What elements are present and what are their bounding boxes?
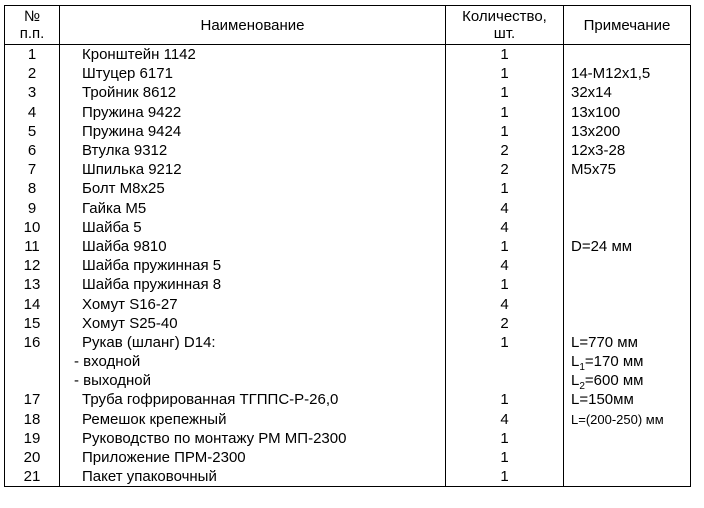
row-note	[564, 352, 691, 371]
row-qty: 1	[446, 333, 564, 352]
row-qty	[446, 371, 564, 390]
row-note	[564, 429, 691, 448]
table-row	[5, 199, 691, 218]
parts-table	[4, 5, 691, 487]
table-row	[5, 256, 691, 275]
row-num: 7	[5, 160, 60, 179]
row-note	[564, 218, 691, 237]
row-num: 8	[5, 179, 60, 198]
header-qty-line1: Количество,	[462, 8, 547, 25]
header-num-line2: п.п.	[19, 25, 45, 42]
row-note	[564, 314, 691, 333]
row-qty: 4	[446, 410, 564, 429]
row-note	[564, 45, 691, 65]
row-name: Труба гофрированная ТГППС-Р-26,0	[60, 390, 446, 409]
row-num: 3	[5, 83, 60, 102]
row-name: Хомут S16-27	[60, 294, 446, 313]
row-note: L=150мм	[564, 390, 691, 409]
table-row	[5, 122, 691, 141]
row-name: Болт М8х25	[60, 179, 446, 198]
row-qty: 2	[446, 314, 564, 333]
note-rest: =600 мм	[584, 372, 644, 390]
row-qty: 1	[446, 122, 564, 141]
row-qty: 1	[446, 83, 564, 102]
row-num: 19	[5, 429, 60, 448]
row-note	[564, 256, 691, 275]
row-qty: 1	[446, 64, 564, 83]
row-num: 21	[5, 467, 60, 487]
row-note: М5х75	[564, 160, 691, 179]
table-row	[5, 237, 691, 256]
row-qty: 4	[446, 199, 564, 218]
row-note	[564, 275, 691, 294]
table-row	[5, 160, 691, 179]
row-num: 1	[5, 45, 60, 65]
row-num: 18	[5, 410, 60, 429]
header-note: Примечание	[564, 6, 691, 45]
row-name: Рукав (шланг) D14:	[60, 333, 446, 352]
row-name: Шайба 9810	[60, 237, 446, 256]
row-note	[564, 294, 691, 313]
note-subscript: 1	[579, 362, 585, 372]
row-name: Шайба пружинная 5	[60, 256, 446, 275]
note-subscript: 2	[579, 381, 585, 391]
row-name: Гайка М5	[60, 199, 446, 218]
row-qty: 1	[446, 103, 564, 122]
row-note: 12х3-28	[564, 141, 691, 160]
row-num: 5	[5, 122, 60, 141]
table-row	[5, 218, 691, 237]
table-row	[5, 179, 691, 198]
row-name: Штуцер 6171	[60, 64, 446, 83]
row-qty: 1	[446, 448, 564, 467]
note-main: L	[571, 353, 580, 371]
table-row	[5, 64, 691, 83]
row-note: 13х200	[564, 122, 691, 141]
note-rest: =170 мм	[584, 353, 644, 371]
note-main: L	[571, 372, 580, 390]
header-num	[5, 6, 60, 45]
table-row	[5, 333, 691, 352]
header-num-line1: №	[23, 8, 41, 25]
row-qty: 1	[446, 275, 564, 294]
table-row	[5, 45, 691, 65]
row-name: - входной	[60, 352, 446, 371]
row-num: 2	[5, 64, 60, 83]
row-name: - выходной	[60, 371, 446, 390]
row-note	[564, 199, 691, 218]
row-qty: 2	[446, 160, 564, 179]
row-num	[5, 352, 60, 371]
row-qty: 2	[446, 141, 564, 160]
table-row	[5, 429, 691, 448]
row-note: 13х100	[564, 103, 691, 122]
header-name: Наименование	[60, 6, 446, 45]
row-num: 12	[5, 256, 60, 275]
row-qty: 1	[446, 179, 564, 198]
row-name: Пакет упаковочный	[60, 467, 446, 487]
row-name: Пружина 9424	[60, 122, 446, 141]
row-qty: 4	[446, 218, 564, 237]
row-qty: 1	[446, 45, 564, 65]
row-num: 17	[5, 390, 60, 409]
row-note: D=24 мм	[564, 237, 691, 256]
table-subrow	[5, 352, 691, 371]
row-num: 6	[5, 141, 60, 160]
row-note	[564, 467, 691, 487]
table-row	[5, 294, 691, 313]
row-name: Хомут S25-40	[60, 314, 446, 333]
header-qty	[446, 6, 564, 45]
row-name: Втулка 9312	[60, 141, 446, 160]
row-num: 10	[5, 218, 60, 237]
row-name: Ремешок крепежный	[60, 410, 446, 429]
row-name: Руководство по монтажу РМ МП-2300	[60, 429, 446, 448]
row-num: 11	[5, 237, 60, 256]
row-name: Шпилька 9212	[60, 160, 446, 179]
row-num: 16	[5, 333, 60, 352]
row-name: Тройник 8612	[60, 83, 446, 102]
row-num: 13	[5, 275, 60, 294]
row-note: 32х14	[564, 83, 691, 102]
table-row	[5, 314, 691, 333]
row-note: L=(200-250) мм	[564, 410, 691, 429]
table-row	[5, 141, 691, 160]
row-num: 4	[5, 103, 60, 122]
row-num	[5, 371, 60, 390]
row-qty	[446, 352, 564, 371]
row-name: Пружина 9422	[60, 103, 446, 122]
table-subrow	[5, 371, 691, 390]
row-num: 15	[5, 314, 60, 333]
header-qty-line2: шт.	[493, 25, 516, 42]
row-num: 14	[5, 294, 60, 313]
row-qty: 4	[446, 294, 564, 313]
row-note	[564, 448, 691, 467]
table-row	[5, 390, 691, 409]
row-qty: 4	[446, 256, 564, 275]
table-header-row	[5, 6, 691, 45]
row-name: Приложение ПРМ-2300	[60, 448, 446, 467]
row-qty: 1	[446, 429, 564, 448]
table-row	[5, 83, 691, 102]
table-row	[5, 410, 691, 429]
row-note: L=770 мм	[564, 333, 691, 352]
row-name: Шайба 5	[60, 218, 446, 237]
row-note	[564, 371, 691, 390]
table-row	[5, 467, 691, 487]
row-name: Кронштейн 1142	[60, 45, 446, 65]
row-num: 20	[5, 448, 60, 467]
table-row	[5, 275, 691, 294]
table-row	[5, 448, 691, 467]
row-qty: 1	[446, 467, 564, 487]
row-name: Шайба пружинная 8	[60, 275, 446, 294]
table-body	[5, 45, 691, 487]
row-note	[564, 179, 691, 198]
row-qty: 1	[446, 390, 564, 409]
row-note: 14-М12х1,5	[564, 64, 691, 83]
row-qty: 1	[446, 237, 564, 256]
row-num: 9	[5, 199, 60, 218]
table-row	[5, 103, 691, 122]
